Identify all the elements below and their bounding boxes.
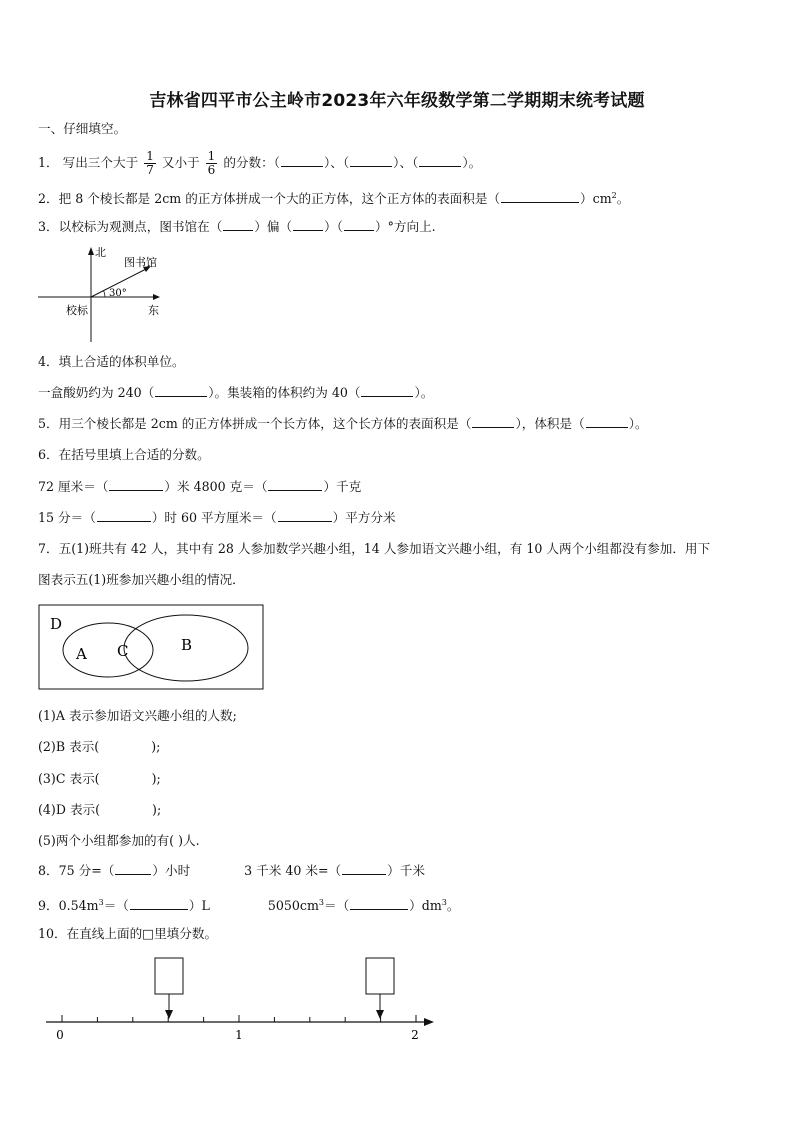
library-label: 图书馆 <box>124 256 157 269</box>
venn-label-c: C <box>117 642 129 660</box>
fraction-one-seventh: $\frac{1}{7}$ <box>146 149 154 177</box>
question-7-sub-3: (3)C 表示( ); <box>38 771 161 786</box>
question-8: 8．75 分=（ ）小时 3 千米 40 米=（ ）千米 <box>38 863 425 878</box>
angle-arc <box>104 291 106 298</box>
answer-blank[interactable] <box>344 218 374 231</box>
answer-box-2[interactable] <box>366 958 394 994</box>
east-arrow-icon <box>153 294 160 300</box>
answer-blank[interactable] <box>223 218 253 231</box>
north-label: 北 <box>95 246 106 259</box>
school-label: 校标 <box>66 304 88 317</box>
tick-label-1: 1 <box>235 1028 243 1042</box>
question-4-items: 一盒酸奶约为 240（ ）。集装箱的体积约为 40（ ）。 <box>38 385 434 400</box>
question-7-cont: 图表示五(1)班参加兴趣小组的情况． <box>38 572 245 587</box>
question-7: 7．五(1)班共有 42 人，其中有 28 人参加数学兴趣小组，14 人参加语文兴趣小组，有 10 人两个小组都没有参加．用下 <box>38 541 711 556</box>
answer-blank[interactable] <box>109 478 163 491</box>
answer-blank[interactable] <box>350 154 392 167</box>
venn-label-b: B <box>181 636 193 654</box>
answer-blank[interactable] <box>501 190 579 203</box>
pointer-arrow-2-icon <box>376 1010 384 1019</box>
direction-diagram <box>30 240 180 345</box>
tick-marks <box>62 1015 416 1022</box>
question-7-sub-2: (2)B 表示( ); <box>38 739 161 754</box>
question-7-sub-1: (1)A 表示参加语文兴趣小组的人数; <box>38 708 237 723</box>
answer-blank[interactable] <box>155 384 207 397</box>
number-line-arrow-icon <box>424 1018 434 1026</box>
question-3: 3．以校标为观测点，图书馆在（ ）偏（ ）（ ）°方向上. <box>38 219 436 234</box>
venn-label-a: A <box>76 645 87 663</box>
pointer-arrow-1-icon <box>165 1010 173 1019</box>
question-10: 10．在直线上面的□里填分数。 <box>38 926 218 941</box>
question-2: 2．把 8 个棱长都是 2cm 的正方体拼成一个大的正方体，这个正方体的表面积是（ ）$cm^2$。 <box>38 191 630 207</box>
north-arrow-icon <box>88 247 94 255</box>
answer-blank[interactable] <box>342 862 386 875</box>
section-heading: 一、仔细填空。 <box>38 121 127 136</box>
tick-label-2: 2 <box>411 1028 419 1042</box>
question-6: 6．在括号里填上合适的分数。 <box>38 447 210 462</box>
east-label: 东 <box>148 304 159 317</box>
answer-blank[interactable] <box>586 415 628 428</box>
answer-blank[interactable] <box>115 862 151 875</box>
question-6-row-2: 15 分＝（ ）时 60 平方厘米＝（ ）平方分米 <box>38 510 396 525</box>
answer-blank[interactable] <box>278 509 332 522</box>
answer-box-1[interactable] <box>155 958 183 994</box>
page-title: 吉林省四平市公主岭市2023年六年级数学第二学期期末统考试题 <box>149 91 645 111</box>
answer-blank[interactable] <box>268 478 322 491</box>
question-9: 9．$0.54m^3=$（ ）L $5050cm^3=$（ ）$dm^3$。 <box>38 898 460 914</box>
answer-blank[interactable] <box>293 218 323 231</box>
question-7-sub-5: (5)两个小组都参加的有( )人. <box>38 833 200 848</box>
answer-blank[interactable] <box>281 154 323 167</box>
fraction-one-sixth: $\frac{1}{6}$ <box>207 149 216 177</box>
venn-frame <box>39 605 263 689</box>
answer-blank[interactable] <box>350 897 408 910</box>
question-1: 1． 写出三个大于 $\frac{1}{7}$ 又小于 $\frac{1}{6}$ 的分数：（ ）、（ ）、（ ）。 <box>38 149 482 177</box>
question-6-row-1: 72 厘米＝（ ）米 4800 克＝（ ）千克 <box>38 479 362 494</box>
number-line-diagram <box>40 955 440 1045</box>
question-7-sub-4: (4)D 表示( ); <box>38 802 162 817</box>
venn-diagram <box>38 604 266 692</box>
question-4: 4．填上合适的体积单位。 <box>38 354 185 369</box>
angle-label: 30° <box>109 288 127 299</box>
question-5: 5．用三个棱长都是 2cm 的正方体拼成一个长方体，这个长方体的表面积是（ ），体积是（ ）。 <box>38 416 648 431</box>
answer-blank[interactable] <box>419 154 461 167</box>
answer-blank[interactable] <box>97 509 151 522</box>
answer-blank[interactable] <box>130 897 188 910</box>
answer-blank[interactable] <box>361 384 413 397</box>
answer-blank[interactable] <box>472 415 514 428</box>
venn-label-d: D <box>50 615 63 633</box>
tick-label-0: 0 <box>56 1028 64 1042</box>
